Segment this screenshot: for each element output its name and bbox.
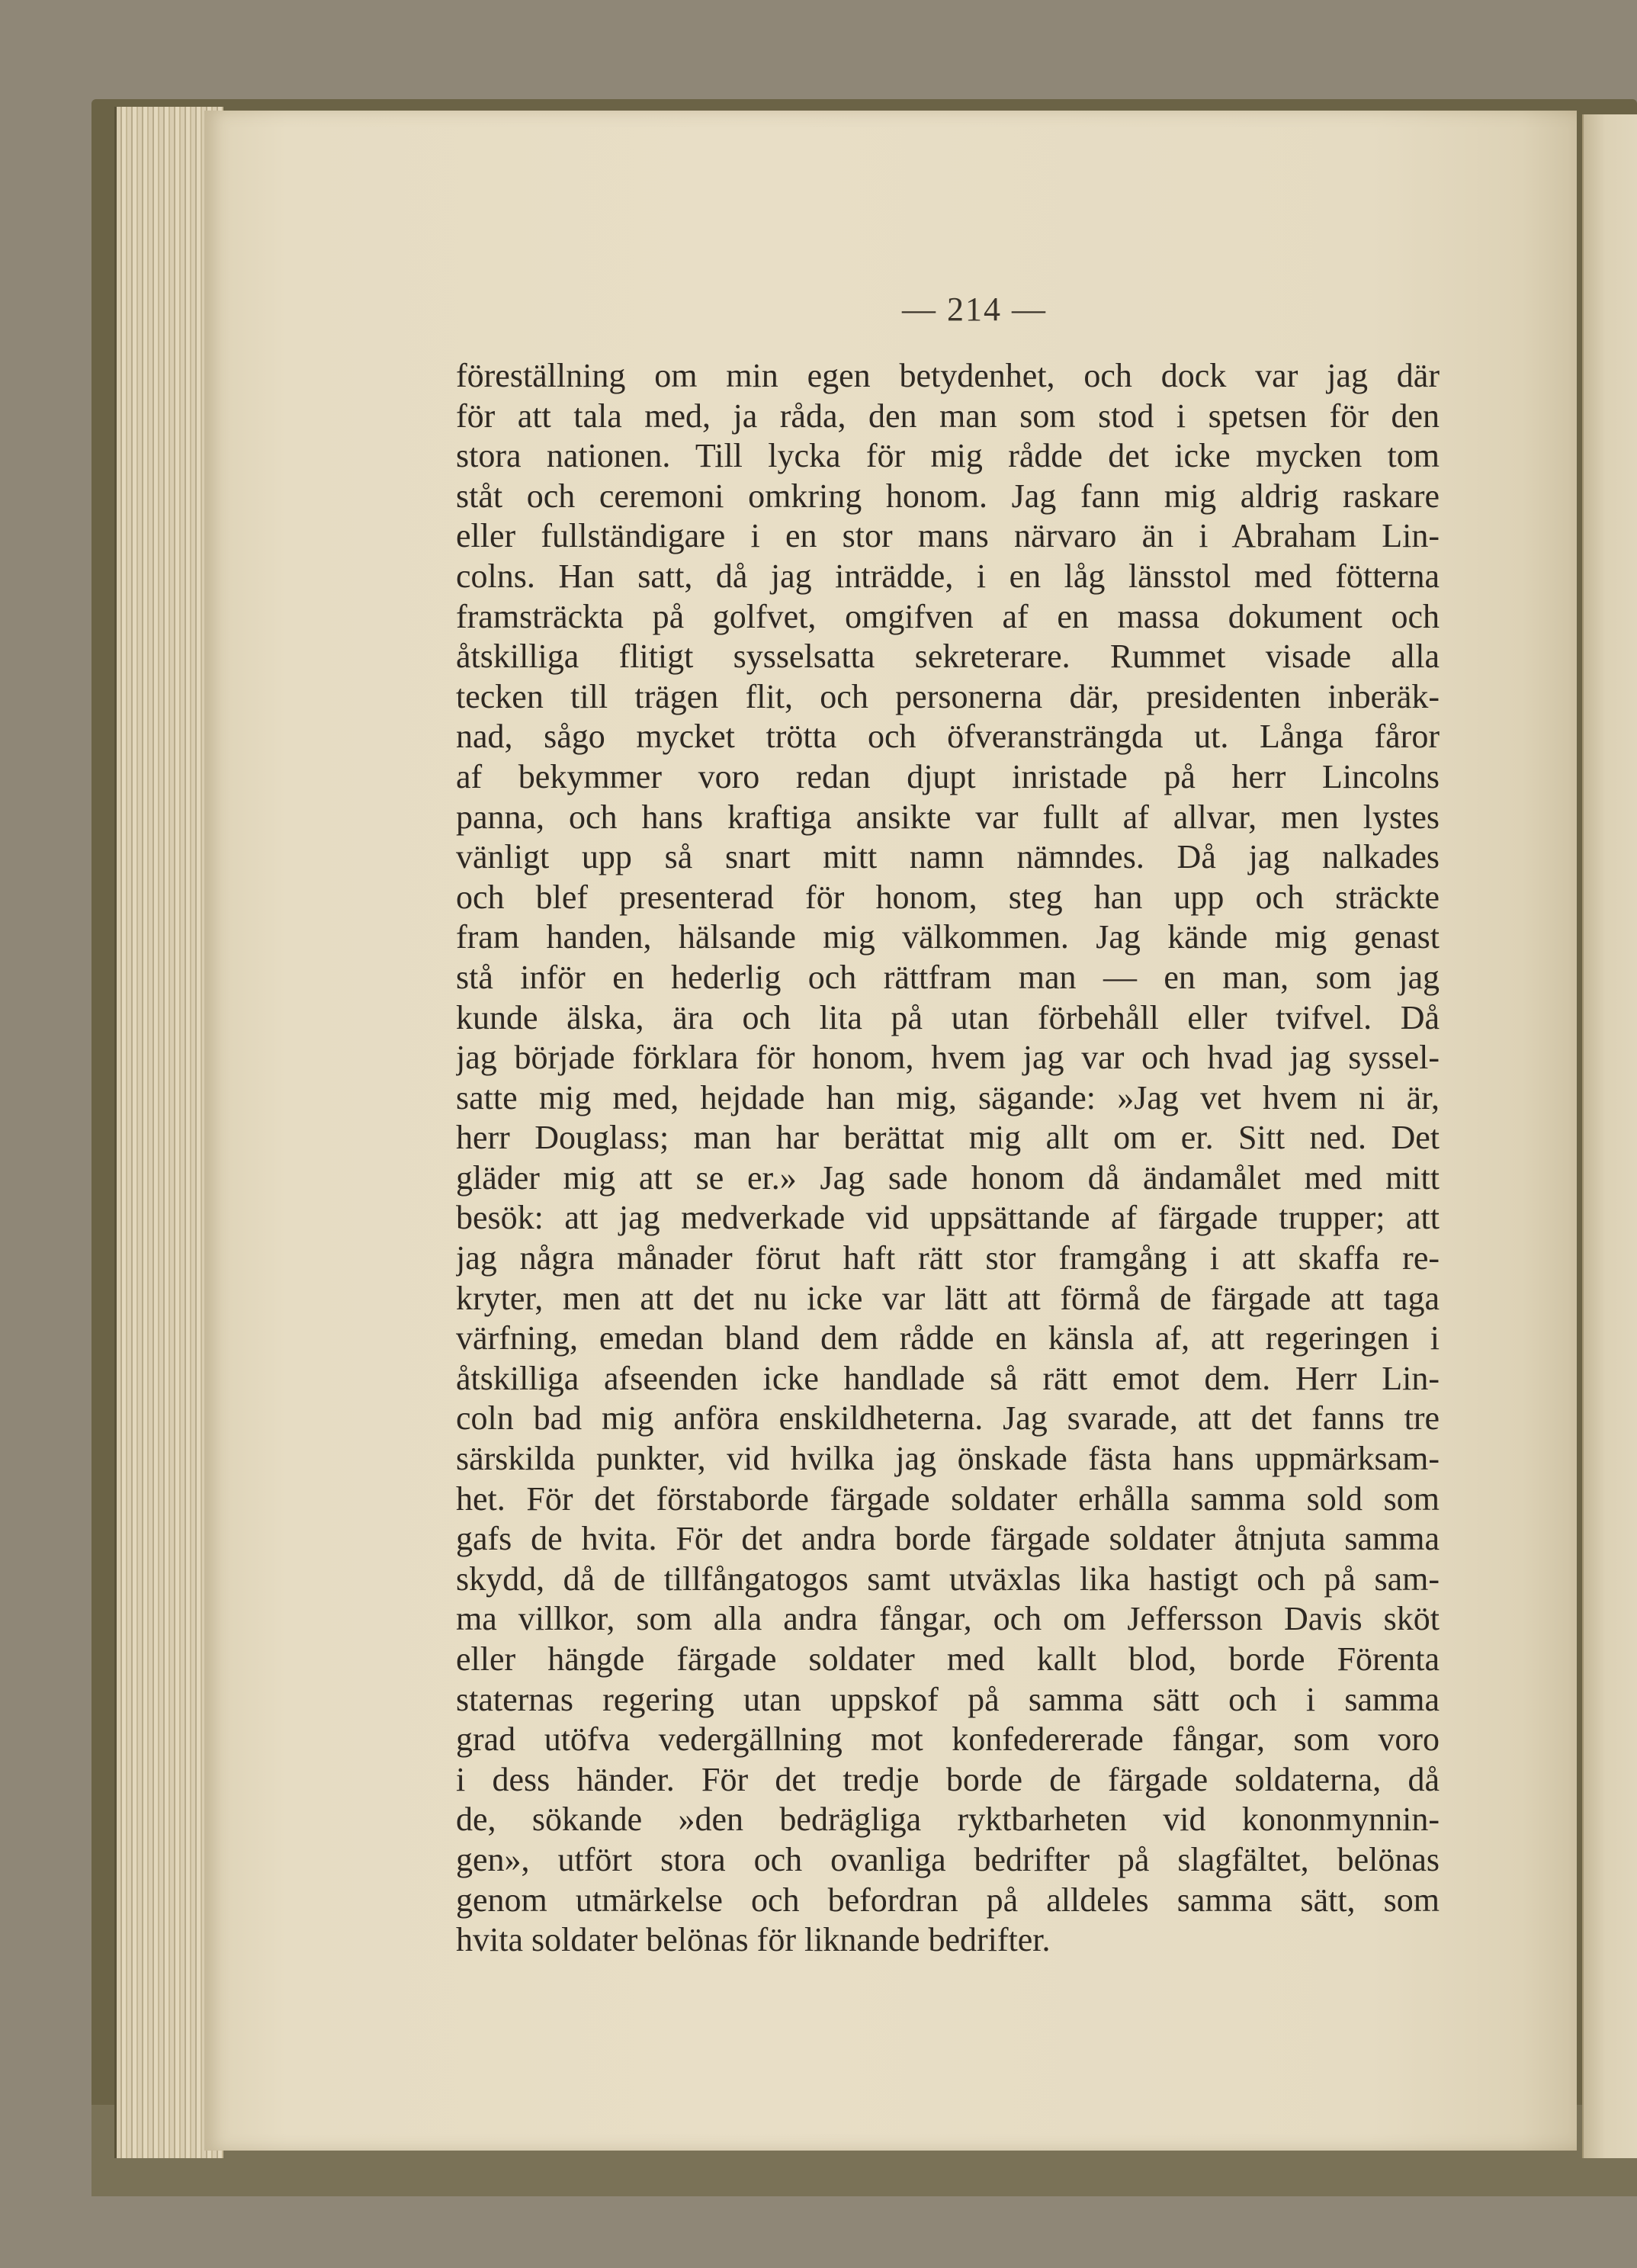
- body-text: [456, 356, 1440, 1961]
- text-line: gen», utfört stora och ovanliga bedrifter på slagfältet, belönas: [456, 1840, 1440, 1878]
- text-line: nad, sågo mycket trötta och öfveransträngda ut. Långa fåror: [456, 718, 1440, 756]
- text-line: eller hängde färgade soldater med kallt blod, borde Förenta: [456, 1640, 1440, 1678]
- text-line: panna, och hans kraftiga ansikte var fullt af allvar, men lystes: [456, 798, 1440, 836]
- text-line: tecken till trägen flit, och personerna där, presidenten inberäk-: [456, 677, 1440, 715]
- text-line: skydd, då de tillfångatogos samt utväxlas lika hastigt och på sam-: [456, 1560, 1440, 1598]
- page-number: — 214 —: [902, 291, 1047, 328]
- text-line: af bekymmer voro redan djupt inristade på herr Lincolns: [456, 757, 1440, 795]
- text-line: framsträckta på golfvet, omgifven af en massa dokument och: [456, 597, 1440, 635]
- text-line: fram handen, hälsande mig välkommen. Jag kände mig genast: [456, 918, 1440, 956]
- text-line: satte mig med, hejdade han mig, sägande: »Jag vet hvem ni är,: [456, 1078, 1440, 1116]
- text-line: de, sökande »den bedrägliga ryktbarheten vid kononmynnin-: [456, 1801, 1440, 1839]
- text-line: åtskilliga afseenden icke handlade så rätt emot dem. Herr Lin-: [456, 1359, 1440, 1397]
- text-line: staternas regering utan uppskof på samma sätt och i samma: [456, 1680, 1440, 1718]
- text-line: i dess händer. För det tredje borde de färgade soldaterna, då: [456, 1760, 1440, 1798]
- text-line: för att tala med, ja råda, den man som stod i spetsen för den: [456, 397, 1440, 435]
- text-line: het. För det förstaborde färgade soldater erhålla samma sold som: [456, 1479, 1440, 1518]
- text-line: åtskilliga flitigt sysselsatta sekreterare. Rummet visade alla: [456, 638, 1440, 676]
- text-line: coln bad mig anföra enskildheterna. Jag svarade, att det fanns tre: [456, 1399, 1440, 1438]
- text-line: och blef presenterad för honom, steg han upp och sträckte: [456, 878, 1440, 916]
- text-line: genom utmärkelse och befordran på alldeles samma sätt, som: [456, 1881, 1440, 1919]
- text-line: hvita soldater belönas för liknande bedrifter.: [456, 1921, 1051, 1959]
- text-line: stå inför en hederlig och rättfram man — en man, som jag: [456, 958, 1440, 996]
- text-line: herr Douglass; man har berättat mig allt om er. Sitt ned. Det: [456, 1119, 1440, 1157]
- text-line: gafs de hvita. För det andra borde färgade soldater åtnjuta samma: [456, 1520, 1440, 1558]
- text-line: jag började förklara för honom, hvem jag var och hvad jag syssel-: [456, 1039, 1440, 1077]
- text-line: besök: att jag medverkade vid uppsättande af färgade trupper; att: [456, 1199, 1440, 1237]
- text-line: vänligt upp så snart mitt namn nämndes. Då jag nalkades: [456, 838, 1440, 876]
- text-line: värfning, emedan bland dem rådde en känsla af, att regeringen i: [456, 1319, 1440, 1357]
- text-line: jag några månader förut haft rätt stor framgång i att skaffa re-: [456, 1239, 1440, 1277]
- text-line: grad utöfva vedergällning mot konfedererade fångar, som voro: [456, 1720, 1440, 1759]
- text-line: särskilda punkter, vid hvilka jag önskade fästa hans uppmärksam-: [456, 1440, 1440, 1478]
- text-line: stora nationen. Till lycka för mig rådde det icke mycken tom: [456, 437, 1440, 475]
- text-line: ma villkor, som alla andra fångar, och om Jeffersson Davis sköt: [456, 1600, 1440, 1638]
- text-line: colns. Han satt, då jag inträdde, i en låg länsstol med fötterna: [456, 557, 1440, 595]
- facing-page-edge: [1582, 114, 1637, 2158]
- text-line: eller fullständigare i en stor mans närvaro än i Abraham Lin-: [456, 517, 1440, 555]
- text-line: föreställning om min egen betydenhet, och dock var jag där: [456, 357, 1440, 394]
- text-line: gläder mig att se er.» Jag sade honom då ändamålet med mitt: [456, 1158, 1440, 1197]
- text-line: kryter, men att det nu icke var lätt att förmå de färgade att taga: [456, 1279, 1440, 1317]
- text-line: ståt och ceremoni omkring honom. Jag fann mig aldrig raskare: [456, 477, 1440, 515]
- text-line: kunde älska, ära och lita på utan förbehåll eller tvifvel. Då: [456, 998, 1440, 1036]
